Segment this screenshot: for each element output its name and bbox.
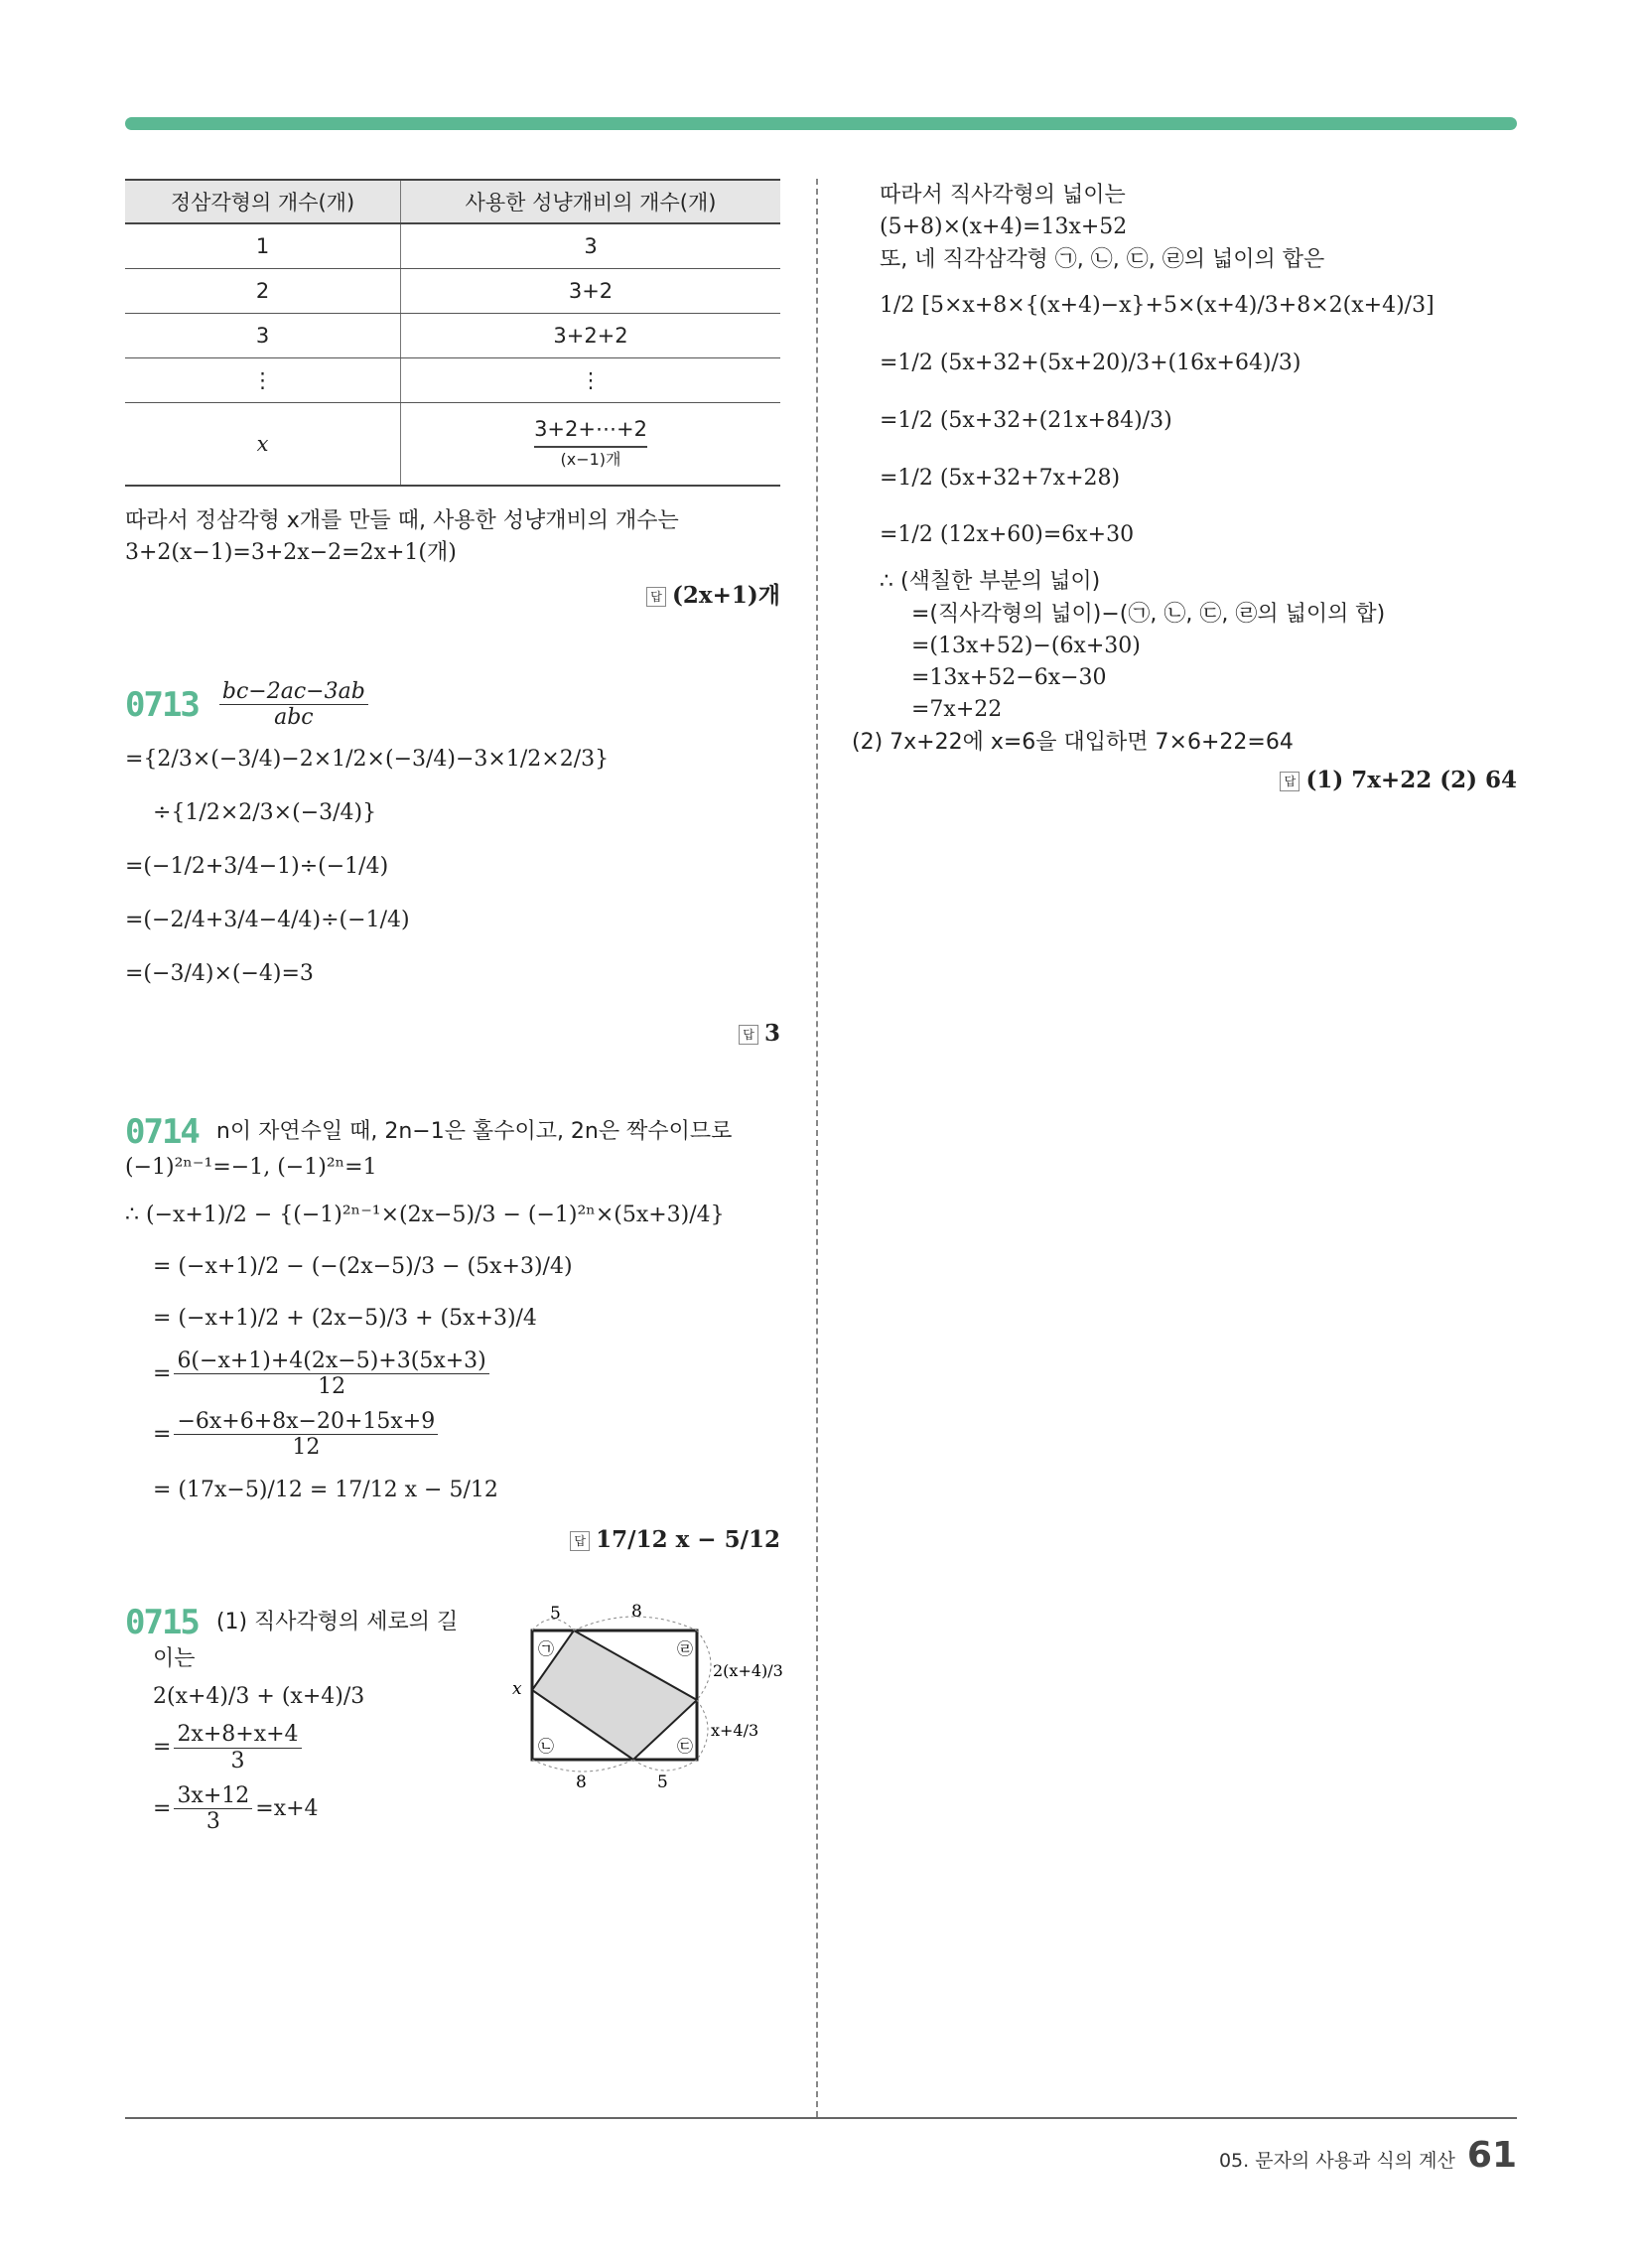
answer-value: (1) 7x+22 (2) 64 xyxy=(1305,767,1517,794)
label-bottom-a: 8 xyxy=(576,1772,587,1792)
problem-0715 xyxy=(125,1602,783,1835)
answer-value: (2x+1)개 xyxy=(672,581,780,609)
column-divider xyxy=(816,179,818,2117)
problem-number: 0713 xyxy=(125,684,199,725)
solution-text: 따라서 직사각형의 넓이는 xyxy=(880,183,1126,208)
solution-line: = (−x+1)/2 + (2x−5)/3 + (5x+3)/4 xyxy=(153,1305,537,1331)
answer-icon: 답 xyxy=(570,1531,590,1551)
numerator: 6(−x+1)+4(2x−5)+3(5x+3) xyxy=(174,1348,488,1374)
label-right-a: 2(x+4)/3 xyxy=(713,1660,783,1680)
table-cell xyxy=(401,403,781,487)
problem-number: 0714 xyxy=(125,1111,199,1152)
dim-arc-bottom-b xyxy=(633,1760,697,1771)
table-cell: 2 xyxy=(125,269,401,314)
underbrace xyxy=(534,418,647,468)
numerator: bc−2ac−3ab xyxy=(219,679,368,705)
solution-line: ={2/3×(−3/4)−2×1/2×(−3/4)−3×1/2×2/3} xyxy=(125,747,610,773)
problem-number: 0715 xyxy=(125,1602,199,1642)
result: =x+4 xyxy=(255,1795,319,1821)
label-left: x xyxy=(512,1678,522,1699)
solution-line: =13x+52−6x−30 xyxy=(911,665,1107,691)
answer-value: 3 xyxy=(763,1019,780,1047)
matchstick-table xyxy=(125,179,780,487)
solution-text: (2) 7x+22에 x=6을 대입하면 7×6+22=64 xyxy=(852,730,1294,756)
solution-line: =7x+22 xyxy=(911,697,1003,723)
answer-icon: 답 xyxy=(1280,772,1300,791)
answer-icon: 답 xyxy=(646,587,666,607)
answer-icon: 답 xyxy=(739,1025,758,1045)
page-number: 61 xyxy=(1466,2135,1517,2176)
region-label-3: ㉢ xyxy=(677,1736,694,1756)
header-accent-bar xyxy=(125,117,1517,130)
solution-text: 또, 네 직각삼각형 ㉠, ㉡, ㉢, ㉣의 넓이의 합은 xyxy=(880,246,1325,272)
table-header: 정삼각형의 개수(개) xyxy=(125,180,401,223)
region-label-1: ㉠ xyxy=(538,1638,555,1658)
solution-line: = (17x−5)/12 = 17/12 x − 5/12 xyxy=(153,1477,498,1502)
solution-text: =(직사각형의 넓이)−(㉠, ㉡, ㉢, ㉣의 넓이의 합) xyxy=(911,602,1386,628)
solution-line: 2(x+4)/3 + (x+4)/3 xyxy=(153,1683,365,1709)
solution-line: =(−2/4+3/4−4/4)÷(−1/4) xyxy=(125,908,410,933)
table-row xyxy=(125,269,780,314)
rectangle-figure xyxy=(502,1603,790,1801)
solution-line: = $\frac{2x+8+x+4}{3}$ xyxy=(125,1722,780,1773)
fraction xyxy=(174,1722,301,1773)
problem-intro: n이 자연수일 때, 2n−1은 홀수이고, 2n은 짝수이므로 xyxy=(215,1119,733,1145)
label-bottom-b: 5 xyxy=(657,1772,668,1792)
numerator: −6x+6+8x−20+15x+9 xyxy=(174,1409,438,1435)
solution-line: = (−x+1)/2 − (−(2x−5)/3 − (5x+3)/4) xyxy=(153,1253,573,1279)
solution-line: =1/2 (12x+60)=6x+30 xyxy=(880,522,1135,548)
solution-line: =1/2 (5x+32+(5x+20)/3+(16x+64)/3) xyxy=(880,350,1301,375)
region-label-2: ㉡ xyxy=(538,1736,555,1756)
solution-line: = $\frac{6(-x+1)+4(2x-5)+3(5x+3)}{12}$ xyxy=(125,1348,780,1400)
solution-line: = $\frac{-6x+6+8x-20+15x+9}{12}$ xyxy=(125,1409,780,1461)
solution-line: =(−3/4)×(−4)=3 xyxy=(125,961,314,987)
table-cell: 3 xyxy=(125,314,401,358)
answer xyxy=(125,1526,780,1553)
dim-arc-right-b xyxy=(697,1700,708,1760)
chapter-title: 05. 문자의 사용과 식의 계산 xyxy=(1218,2150,1455,2172)
label-right-b: x+4/3 xyxy=(711,1720,759,1740)
denominator: abc xyxy=(274,705,314,731)
solution-line: =(−1/2+3/4−1)÷(−1/4) xyxy=(125,854,389,880)
dim-arc-bottom-a xyxy=(532,1760,633,1772)
solution-text: 따라서 정삼각형 x개를 만들 때, 사용한 성냥개비의 개수는 xyxy=(125,508,679,533)
numerator: 2x+8+x+4 xyxy=(174,1722,301,1748)
denominator: 3 xyxy=(205,1809,220,1835)
solution-line: 3+2(x−1)=3+2x−2=2x+1(개) xyxy=(125,540,457,565)
fraction xyxy=(219,679,368,731)
denominator: 12 xyxy=(292,1435,321,1461)
solution-line: = $\frac{3x+12}{3}$ =x+4 xyxy=(153,1783,319,1835)
table-cell: 1 xyxy=(125,223,401,269)
label-top-a: 5 xyxy=(550,1603,561,1624)
table-cell: x xyxy=(125,403,401,487)
numerator: 3x+12 xyxy=(174,1783,252,1809)
series-expression: 3+2+⋯+2 xyxy=(534,417,647,442)
table-row xyxy=(125,314,780,358)
table-cell: 3+2 xyxy=(401,269,781,314)
left-column xyxy=(125,179,783,1835)
solution-line: ∴ (−x+1)/2 − {(−1)²ⁿ⁻¹×(2x−5)/3 − (−1)²ⁿ×(5x+3)/4} xyxy=(125,1202,725,1227)
solution-line: =1/2 (5x+32+7x+28) xyxy=(880,465,1121,491)
region-label-4: ㉣ xyxy=(677,1638,694,1658)
solution-line: 1/2 [5×x+8×{(x+4)−x}+5×(x+4)/3+8×2(x+4)/3] xyxy=(880,292,1435,318)
answer xyxy=(125,1020,780,1047)
table-cell: 3+2+2 xyxy=(401,314,781,358)
underbrace-note: (x−1)개 xyxy=(534,446,647,469)
answer xyxy=(125,577,780,610)
problem-intro: 이는 xyxy=(153,1645,196,1671)
problem-0713 xyxy=(125,679,780,1047)
solution-line: =1/2 (5x+32+(21x+84)/3) xyxy=(880,407,1172,433)
table-cell: ⋮ xyxy=(125,358,401,403)
fraction xyxy=(174,1409,438,1461)
problem-0714 xyxy=(125,1112,780,1553)
solution-line: =(13x+52)−(6x+30) xyxy=(911,634,1141,659)
table-cell: 3 xyxy=(401,223,781,269)
table-cell: ⋮ xyxy=(401,358,781,403)
fraction xyxy=(174,1348,488,1400)
table-row xyxy=(125,223,780,269)
answer xyxy=(852,767,1517,793)
problem-0712-solution xyxy=(125,504,780,610)
right-column xyxy=(852,179,1517,793)
table-header: 사용한 성냥개비의 개수(개) xyxy=(401,180,781,223)
table-row xyxy=(125,403,780,487)
problem-intro: (1) 직사각형의 세로의 길 xyxy=(215,1610,459,1635)
table-row xyxy=(125,358,780,403)
answer-value: 17/12 x − 5/12 xyxy=(596,1525,780,1553)
fraction xyxy=(174,1783,252,1835)
solution-line: (5+8)×(x+4)=13x+52 xyxy=(880,214,1128,239)
solution-line: (−1)²ⁿ⁻¹=−1, (−1)²ⁿ=1 xyxy=(125,1154,377,1180)
label-top-b: 8 xyxy=(631,1602,642,1622)
page-footer xyxy=(1219,2135,1517,2176)
dim-arc-right-a xyxy=(697,1630,711,1700)
denominator: 12 xyxy=(318,1373,346,1399)
solution-text: ∴ (색칠한 부분의 넓이) xyxy=(880,569,1101,595)
denominator: 3 xyxy=(230,1748,245,1773)
shaded-quadrilateral xyxy=(532,1630,697,1760)
footer-rule xyxy=(125,2117,1517,2119)
solution-line: ÷{1/2×2/3×(−3/4)} xyxy=(153,800,377,826)
